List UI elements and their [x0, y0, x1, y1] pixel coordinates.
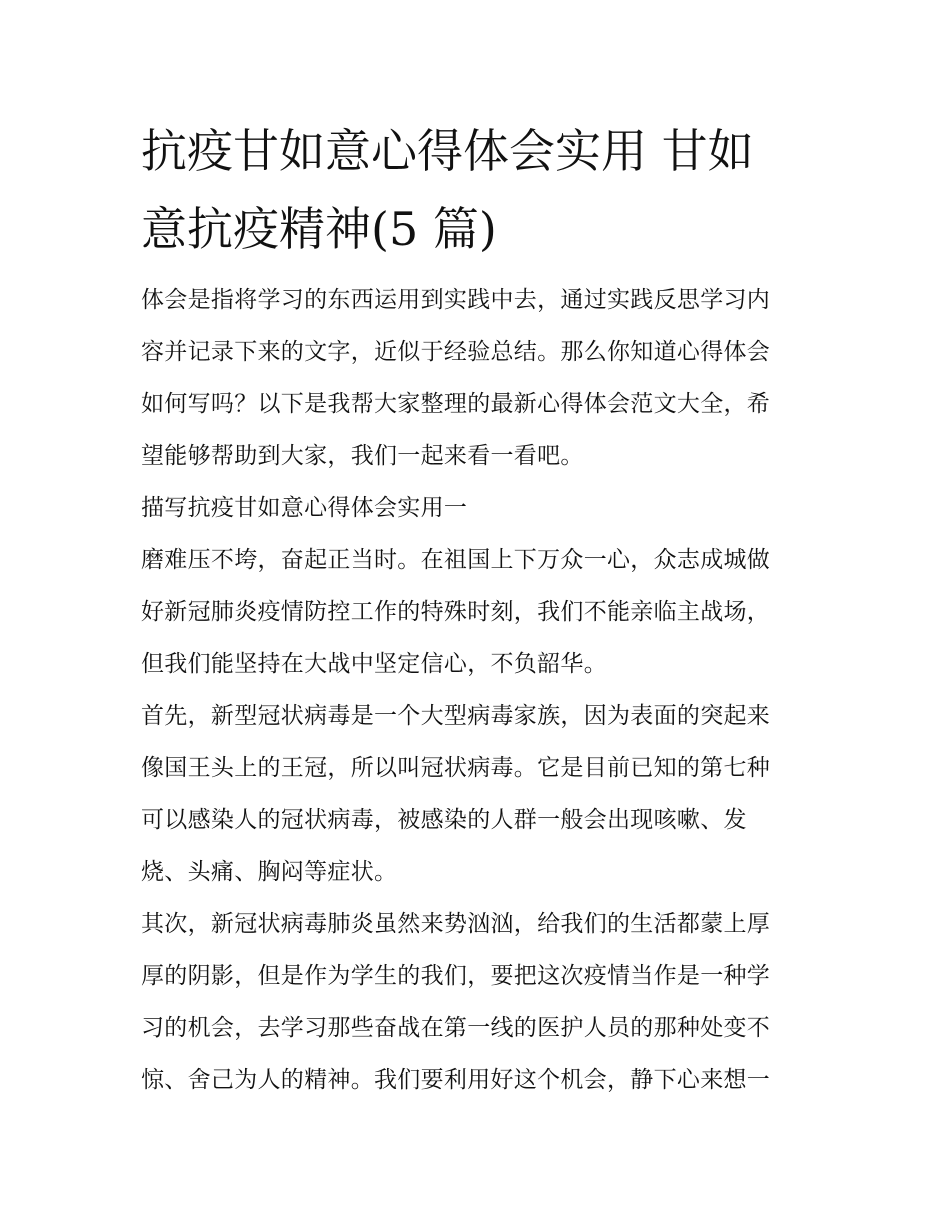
text-line: 其次，新冠状病毒肺炎虽然来势汹汹，给我们的生活都蒙上厚 [141, 911, 771, 937]
text-line: 如何写吗？以下是我帮大家整理的最新心得体会范文大全，希 [141, 391, 771, 417]
text-line: 望能够帮助到大家，我们一起来看一看吧。 [141, 443, 584, 469]
text-line: 磨难压不垮，奋起正当时。在祖国上下万众一心，众志成城做 [141, 547, 771, 573]
text-line: 烧、头痛、胸闷等症状。 [141, 859, 398, 885]
text-line: 首先，新型冠状病毒是一个大型病毒家族，因为表面的突起来 [141, 703, 771, 729]
section-heading: 描写抗疫甘如意心得体会实用一 [141, 495, 468, 521]
text-line: 可以感染人的冠状病毒，被感染的人群一般会出现咳嗽、发 [141, 807, 747, 833]
text-line: 体会是指将学习的东西运用到实践中去，通过实践反思学习内 [141, 287, 771, 313]
text-line: 好新冠肺炎疫情防控工作的特殊时刻，我们不能亲临主战场， [141, 599, 771, 625]
text-line: 但我们能坚持在大战中坚定信心，不负韶华。 [141, 651, 607, 677]
text-line: 惊、舍己为人的精神。我们要利用好这个机会，静下心来想一 [141, 1067, 771, 1093]
document-title [141, 112, 821, 268]
title-line-1: 抗疫甘如意心得体会实用 甘如 [141, 124, 754, 178]
document-body [141, 274, 821, 1106]
text-line: 厚的阴影，但是作为学生的我们，要把这次疫情当作是一种学 [141, 963, 771, 989]
text-line: 习的机会，去学习那些奋战在第一线的医护人员的那种处变不 [141, 1015, 771, 1041]
title-line-2: 意抗疫精神(5 篇) [141, 202, 497, 256]
text-line: 像国王头上的王冠，所以叫冠状病毒。它是目前已知的第七种 [141, 755, 771, 781]
text-line: 容并记录下来的文字，近似于经验总结。那么你知道心得体会 [141, 339, 771, 365]
